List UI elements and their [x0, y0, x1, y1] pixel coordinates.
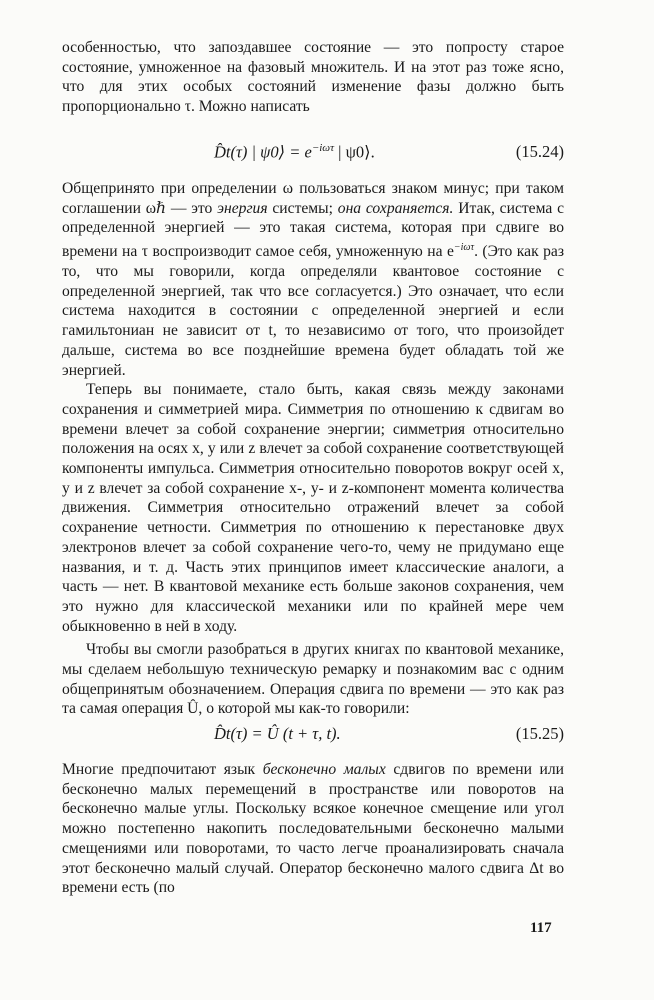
paragraph-infinitesimal: [62, 760, 564, 898]
main-text: [62, 179, 564, 719]
equation-number: (15.24): [515, 142, 564, 161]
text-run: . (Это как раз то, что мы говорили, когда определяли квантовое состояние с определенной энергией, так что все согласуется.) Это означает, что если система находится в состоянии с определенной энергией и если гамильтониан не зависит от t, то независимо от того, что произойдет дальше, система во все позднейшие времена будет обладать той же энергией.: [62, 243, 564, 379]
italic-infinitesimal: бесконечно малых: [262, 761, 386, 778]
page-number: 117: [530, 920, 552, 936]
equation-rhs: | ψ0⟩.: [334, 142, 375, 162]
paragraph-text: особенностью, что запоздавшее состояние — это попросту старое состояние, умноженное на фазовый множитель. И на этот раз тоже ясно, что для этих особых состояний изменение фазы должно быть пропорционально τ. Можно написать: [62, 39, 564, 116]
text-run: сдвигов по времени или бесконечно малых перемещений в пространстве или поворотов на бесконечно малые углы. Поскольку всякое конечное смещение или угол можно постепенно накопить последовательными бесконечно малыми смещениями или поворотами, то часто легче проанализировать сначала этот бесконечно малый случай. Оператор бесконечно малого сдвига Δt во времени есть (по: [62, 761, 564, 897]
equation-exponent: −iωτ: [311, 142, 335, 154]
italic-energy: энергия: [217, 199, 268, 217]
paragraph-continued: [62, 38, 564, 117]
inline-exponent: −iωτ: [453, 242, 475, 254]
italic-conserved: она сохраняется.: [337, 199, 454, 217]
equation-15-25: [62, 724, 564, 748]
equation-15-24: [62, 142, 564, 166]
text-run: Общепринято при определении ω пользоваться знаком минус; при таком соглашении ωℏ — это: [62, 180, 564, 217]
text-run: Итак, система с определенной энергией — это такая система, которая при сдвиге во времени на τ воспроизводит самое себя, умноженную на e: [62, 199, 564, 261]
equation-lhs: D̂t(τ) | ψ0⟩ = e: [214, 142, 312, 162]
paragraph-energy: [62, 179, 564, 380]
equation-number: (15.25): [515, 724, 564, 743]
paragraph-symmetry: Теперь вы понимаете, стало быть, какая связь между законами сохранения и симметрией мира. Симметрия по отношению к сдвигам во времени влечет за собой сохранение энергии; симметрия относительно положения на осях x, y или z влечет за собой сохранение соответствующей компоненты импульса. Симметрия относительно поворотов вокруг осей x, y и z влечет за собой сохранение x-, y- и z-компонент момента количества движения. Симметрия относительно отражений влечет за собой сохранение четности. Симметрия по отношению к перестановке двух электронов влечет за собой сохранение чего-то, чему не придумано еще названия, и т. д. Часть этих принципов имеет классические аналоги, а часть — нет. В квантовой механике есть больше законов сохранения, чем это нужно для классической механики или по крайней мере чем обыкновенно в ней в ходу.: [62, 381, 564, 635]
text-run: системы;: [267, 199, 338, 217]
equation-expression: D̂t(τ) = Û (t + τ, t).: [214, 724, 341, 743]
paragraph-notation: Чтобы вы смогли разобраться в других книгах по квантовой механике, мы сделаем небольшую техническую ремарку и познакомим вас с одним общепринятым обозначением. Операция сдвига по времени — это как раз та самая операция Û, о которой мы как-то говорили:: [62, 641, 564, 718]
text-run: Многие предпочитают язык: [62, 761, 263, 778]
